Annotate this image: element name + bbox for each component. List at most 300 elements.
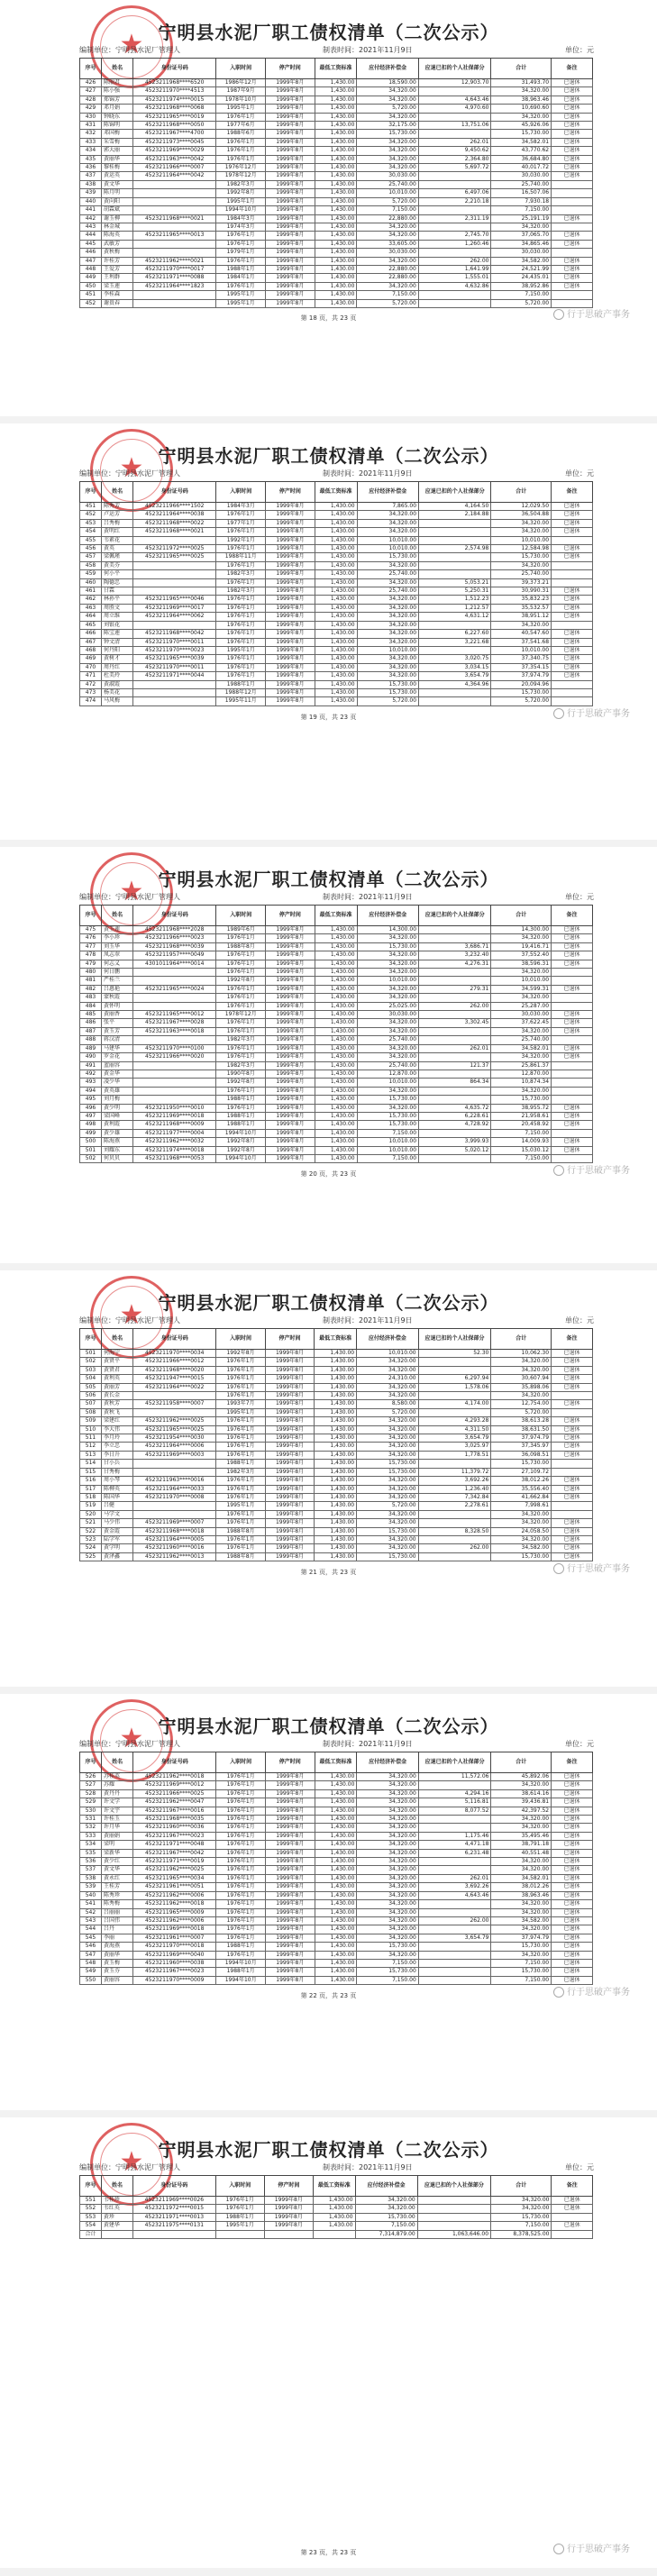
table-cell: 已退休 <box>552 282 593 290</box>
table-cell: 468 <box>80 646 102 654</box>
table-cell: 已退休 <box>552 164 593 172</box>
table-cell: 1976年1月 <box>216 1816 266 1824</box>
table-cell: 38,012.26 <box>491 1883 552 1891</box>
table-cell: 1988年1月 <box>216 1943 266 1951</box>
table-cell: 1999年8月 <box>266 105 315 113</box>
table-cell: 504 <box>80 1375 102 1383</box>
table-cell: 1,430.00 <box>315 545 357 553</box>
table-cell: 1,430.00 <box>315 1002 357 1010</box>
table-row <box>80 1096 593 1104</box>
table-cell: 1,430.00 <box>315 1510 357 1518</box>
table-cell: 1976年1月 <box>216 1383 265 1391</box>
table-cell: 已退休 <box>552 951 593 960</box>
table-cell: 4,631.12 <box>419 613 491 621</box>
table-cell: 1,430.00 <box>315 604 357 612</box>
table-cell: 1,430.00 <box>315 672 357 680</box>
table-cell: 吕健 <box>101 1502 132 1510</box>
table-cell: 已退休 <box>552 240 593 248</box>
table-cell: 24,435.01 <box>491 274 552 282</box>
table-cell: 20,458.92 <box>491 1121 552 1129</box>
table-cell: 1976年1月 <box>216 1087 266 1095</box>
table-cell <box>418 1858 491 1866</box>
table-cell: 34,320.00 <box>357 604 418 612</box>
table-cell: 钟文清 <box>101 638 132 646</box>
table-cell: 1976年1月 <box>216 1773 266 1781</box>
document-page <box>0 2117 657 2568</box>
table-cell: 34,320.00 <box>491 561 552 569</box>
table-cell: 1999年8月 <box>266 1044 315 1052</box>
table-cell: 1976年1月 <box>216 951 266 960</box>
table-cell: 458 <box>80 561 102 569</box>
table-cell <box>313 2230 355 2238</box>
table-cell: 4523211968****0021 <box>133 528 216 536</box>
table-cell: 551 <box>80 2197 102 2205</box>
table-cell <box>133 688 216 696</box>
table-cell <box>133 561 216 569</box>
compiler-unit: 编制单位：宁明县水泥厂管理人 <box>79 1316 180 1324</box>
table-row <box>80 1375 593 1383</box>
document-page <box>0 847 657 1270</box>
table-cell: 1976年1月 <box>216 1891 266 1899</box>
table-cell: 34,320.00 <box>357 223 418 231</box>
table-cell: 韦红英 <box>101 2205 132 2213</box>
table-cell: 黄长金 <box>101 1392 132 1400</box>
table-cell: 1,430.00 <box>315 1451 357 1459</box>
table-cell: 511 <box>80 1434 102 1443</box>
table-cell: 1978年10月 <box>216 96 266 104</box>
table-row <box>80 1154 593 1162</box>
table-cell: 4523211960****0036 <box>133 1824 216 1832</box>
table-cell: 已退休 <box>552 1375 593 1383</box>
table-cell: 1999年8月 <box>266 1968 315 1976</box>
star-icon: ★ <box>119 876 144 907</box>
table-cell: 已退休 <box>552 1773 593 1781</box>
total-row <box>80 2230 593 2238</box>
table-cell: 440 <box>80 197 102 205</box>
table-cell: 14,009.93 <box>491 1138 552 1146</box>
table-cell: 周小琴 <box>101 1477 132 1485</box>
table-cell <box>133 1392 216 1400</box>
table-cell: 5,720.00 <box>491 1408 552 1416</box>
table-cell: 已退休 <box>552 646 593 654</box>
table-cell: 27,109.72 <box>491 1468 552 1476</box>
table-cell: 34,320.00 <box>357 1366 418 1374</box>
table-cell: 4,643.46 <box>418 96 491 104</box>
table-cell: 36,098.51 <box>491 1451 552 1459</box>
table-cell: 5,720.00 <box>491 697 552 705</box>
table-cell: 16,507.06 <box>491 189 552 197</box>
table-cell: 4523211966****0025 <box>133 1789 216 1798</box>
table-cell: 罗金花 <box>101 1053 132 1061</box>
table-cell: 4523211962****0018 <box>133 1773 216 1781</box>
table-cell: 李大伟 <box>101 1425 132 1434</box>
table-cell: 31,493.70 <box>491 79 552 87</box>
table-cell: 1999年8月 <box>266 1061 315 1070</box>
table-row <box>80 1044 593 1052</box>
table-cell: 506 <box>80 1392 102 1400</box>
table-cell: 1,430.00 <box>315 528 357 536</box>
table-cell: 1,430.00 <box>315 1027 357 1035</box>
table-cell: 453 <box>80 519 102 527</box>
table-cell: 1999年8月 <box>266 969 315 977</box>
table-cell: 2,210.18 <box>418 197 491 205</box>
table-cell: 6,228.61 <box>419 1112 491 1120</box>
table-cell: 1976年1月 <box>216 638 266 646</box>
table-cell: 18,590.00 <box>357 79 418 87</box>
column-header: 停产时间 <box>266 906 315 926</box>
column-header: 身份证号码 <box>132 2176 215 2197</box>
table-cell: 1999年8月 <box>266 1773 315 1781</box>
table-cell <box>133 1079 216 1087</box>
table-cell: 4523211966****1502 <box>133 503 216 511</box>
table-cell: 34,320.00 <box>357 1104 418 1112</box>
table-cell: 4,276.31 <box>419 960 491 968</box>
table-cell: 25,287.00 <box>491 1002 552 1010</box>
table-cell <box>419 994 491 1002</box>
table-cell: 7,150.00 <box>357 1959 418 1967</box>
table-cell: 2,184.88 <box>419 511 491 519</box>
table-cell: 1976年1月 <box>216 1832 266 1840</box>
table-cell: 1999年8月 <box>266 1138 315 1146</box>
table-cell: 459 <box>80 570 102 578</box>
table-cell: 4523211957****0049 <box>133 951 216 960</box>
table-cell: 15,730.00 <box>357 130 418 138</box>
table-cell: 已退休 <box>552 1053 593 1061</box>
table-cell <box>133 1096 216 1104</box>
table-cell: 526 <box>80 1773 102 1781</box>
table-cell: 1989年6月 <box>216 926 266 934</box>
table-cell: 545 <box>80 1934 102 1942</box>
table-cell: 1999年8月 <box>265 1493 314 1501</box>
table-cell: 陈秀梅 <box>101 1900 132 1908</box>
table-cell: 34,320.00 <box>357 1383 418 1391</box>
table-cell: 4523211967****0023 <box>133 1832 216 1840</box>
table-cell: 4,311.50 <box>418 1425 491 1434</box>
table-row <box>80 1400 593 1408</box>
table-cell: 34,320.00 <box>357 1934 418 1942</box>
table-cell <box>133 206 216 214</box>
column-header: 身份证号码 <box>133 1752 216 1773</box>
table-cell: 24,058.50 <box>491 1527 552 1535</box>
claims-table <box>79 481 593 706</box>
table-row <box>80 1112 593 1120</box>
table-cell: 36,504.88 <box>491 511 552 519</box>
table-cell: 428 <box>80 96 102 104</box>
table-cell <box>552 249 593 257</box>
table-row <box>80 969 593 977</box>
table-cell: 1976年1月 <box>216 511 266 519</box>
table-cell: 533 <box>80 1832 102 1840</box>
table-cell: 马学文 <box>101 1510 132 1518</box>
table-cell: 1999年8月 <box>266 613 315 621</box>
table-cell: 34,320.00 <box>491 528 552 536</box>
table-cell: 黄少红 <box>101 1858 132 1866</box>
table-cell: 37,974.79 <box>491 1934 552 1942</box>
table-cell: 何贝贝 <box>101 1154 132 1162</box>
column-header: 应退已扣的个人社保部分 <box>418 1752 491 1773</box>
table-cell: 许月华 <box>101 1824 132 1832</box>
table-cell: 11,572.06 <box>418 1773 491 1781</box>
table-row <box>80 1358 593 1366</box>
column-header: 应退已扣的个人社保部分 <box>418 59 491 79</box>
table-cell: 1,430.00 <box>315 680 357 688</box>
table-cell: 刘耀东 <box>101 1146 132 1154</box>
column-header: 合计 <box>491 906 552 926</box>
table-cell: 37,541.68 <box>491 638 552 646</box>
claims-table <box>79 1328 593 1561</box>
table-cell <box>419 1070 491 1078</box>
table-cell: 7,865.00 <box>357 503 418 511</box>
table-cell: 30,607.94 <box>491 1375 552 1383</box>
table-cell: 34,582.00 <box>491 1916 552 1925</box>
table-cell: 534 <box>80 1841 102 1849</box>
table-cell: 4,364.96 <box>419 680 491 688</box>
table-cell: 1999年8月 <box>265 1350 314 1358</box>
table-cell: 430 <box>80 113 102 121</box>
table-cell: 38,596.31 <box>491 960 552 968</box>
table-cell: 1999年8月 <box>266 180 315 188</box>
table-cell: 1,430.00 <box>315 1832 357 1840</box>
table-cell: 已退休 <box>552 1807 593 1815</box>
table-cell <box>419 969 491 977</box>
table-cell: 4523211962****0018 <box>133 1900 216 1908</box>
table-cell: 536 <box>80 1858 102 1866</box>
table-cell: 4523211969****0018 <box>133 1112 216 1120</box>
table-cell: 1,430.00 <box>315 1841 357 1849</box>
table-cell: 36,684.80 <box>491 155 552 163</box>
table-cell: 34,320.00 <box>357 960 418 968</box>
table-cell: 1999年8月 <box>266 1146 315 1154</box>
table-cell: 21,958.61 <box>491 1112 552 1120</box>
table-row <box>80 180 593 188</box>
table-cell: 262.00 <box>419 1002 491 1010</box>
table-cell: 黄丽华 <box>101 1951 132 1959</box>
table-cell: 34,320.00 <box>357 1544 418 1552</box>
table-cell: 黄丹丹 <box>101 1789 132 1798</box>
table-cell: 已退休 <box>552 553 593 561</box>
table-cell: 1976年1月 <box>216 1477 265 1485</box>
table-cell: 15,730.00 <box>357 1121 418 1129</box>
table-cell: 7,998.61 <box>491 1502 552 1510</box>
table-cell: 1976年1月 <box>216 994 266 1002</box>
table-cell: 3,999.93 <box>419 1138 491 1146</box>
compiler-unit: 编制单位：宁明县水泥厂管理人 <box>79 46 180 54</box>
table-row <box>80 1417 593 1425</box>
table-cell: 537 <box>80 1866 102 1874</box>
table-cell: 1982年3月 <box>216 570 266 578</box>
table-cell: 34,320.00 <box>357 985 418 993</box>
table-cell: 1999年8月 <box>265 1383 314 1391</box>
table-cell: 苏桂英 <box>101 1773 132 1781</box>
table-cell: 1999年8月 <box>266 663 315 671</box>
table-cell: 34,320.00 <box>491 1358 552 1366</box>
table-cell: 22,880.00 <box>357 214 418 223</box>
table-cell: 1,430.00 <box>315 1417 357 1425</box>
table-cell: 34,320.00 <box>357 1773 418 1781</box>
table-cell: 1,578.06 <box>418 1383 491 1391</box>
table-cell: 3,654.79 <box>418 1934 491 1942</box>
claims-table <box>79 905 593 1163</box>
table-cell <box>552 621 593 629</box>
table-cell: 4,643.46 <box>418 1891 491 1899</box>
column-header: 停产时间 <box>266 482 315 503</box>
table-cell: 34,320.00 <box>357 1858 418 1866</box>
table-cell: 黄丽娟 <box>101 1832 132 1840</box>
table-cell <box>419 977 491 985</box>
table-cell <box>133 1002 216 1010</box>
table-cell: 1,430.00 <box>315 113 357 121</box>
table-cell: 38,952.86 <box>491 282 552 290</box>
table-row <box>80 2197 593 2205</box>
star-icon: ★ <box>119 1723 144 1754</box>
table-cell: 凌少华 <box>101 1079 132 1087</box>
table-cell: 1999年8月 <box>265 1477 314 1485</box>
table-cell: 已退休 <box>552 934 593 942</box>
table-cell: 262.00 <box>418 257 491 265</box>
table-cell: 508 <box>80 1408 102 1416</box>
table-cell: 1,430.00 <box>315 1154 357 1162</box>
column-header: 应退已扣的个人社保部分 <box>418 1329 491 1350</box>
table-header-row <box>80 906 593 926</box>
table-cell: 1999年8月 <box>266 1883 315 1891</box>
table-cell: 1976年1月 <box>216 1841 266 1849</box>
table-cell: 已退休 <box>552 587 593 596</box>
table-cell: 1999年8月 <box>266 621 315 629</box>
table-cell: 1976年1月 <box>216 1916 266 1925</box>
table-cell: 黄美芬 <box>101 561 132 569</box>
table-cell: 4523211968****2028 <box>133 926 216 934</box>
table-cell: 34,320.00 <box>357 282 418 290</box>
table-cell: 1999年8月 <box>266 553 315 561</box>
table-cell: 38,951.12 <box>491 613 552 621</box>
table-row <box>80 197 593 205</box>
table-cell: 481 <box>80 977 102 985</box>
table-header-row <box>80 1329 593 1350</box>
star-icon: ★ <box>119 2146 144 2178</box>
table-cell: 1976年1月 <box>216 1375 265 1383</box>
table-cell: 1976年1月 <box>216 1789 266 1798</box>
table-cell: 1,430.00 <box>315 1943 357 1951</box>
table-cell: 35,532.57 <box>491 604 552 612</box>
table-cell: 黄建华 <box>101 2222 132 2230</box>
table-cell: 1988年1月 <box>216 265 266 273</box>
table-row <box>80 1460 593 1468</box>
meta-row <box>79 1739 594 1752</box>
table-cell: 1,430.00 <box>315 1874 357 1882</box>
table-cell <box>419 561 491 569</box>
table-cell: 1,430.00 <box>315 1900 357 1908</box>
table-cell: 已退休 <box>552 1976 593 1984</box>
table-cell: 15,730.00 <box>491 1552 552 1561</box>
table-cell: 1999年8月 <box>265 1510 314 1518</box>
table-cell: 450 <box>80 282 102 290</box>
table-cell: 15,730.00 <box>357 1968 418 1976</box>
table-cell: 9,450.62 <box>418 147 491 155</box>
table-cell: 34,320.00 <box>491 2197 552 2205</box>
table-cell: 黄向阳 <box>101 197 132 205</box>
watermark <box>553 306 630 320</box>
table-cell <box>133 291 216 299</box>
table-cell: 12,754.00 <box>491 1400 552 1408</box>
table-cell: 1,430.00 <box>315 1891 357 1899</box>
table-cell: 445 <box>80 240 102 248</box>
table-cell: 22,880.00 <box>357 274 418 282</box>
table-cell: 538 <box>80 1874 102 1882</box>
table-row <box>80 274 593 282</box>
table-cell: 1,430.00 <box>315 1061 357 1070</box>
table-cell: 1,430.00 <box>315 1358 357 1366</box>
table-cell: 1,430.00 <box>313 2213 355 2221</box>
table-cell: 1999年8月 <box>266 189 315 197</box>
table-row <box>80 1951 593 1959</box>
table-cell: 45,892.06 <box>491 1773 552 1781</box>
table-cell <box>418 1824 491 1832</box>
table-cell: 34,320.00 <box>491 1866 552 1874</box>
table-cell: 黄文华 <box>101 180 132 188</box>
table-cell: 1999年8月 <box>266 1943 315 1951</box>
table-row <box>80 122 593 130</box>
table-cell: 485 <box>80 1011 102 1019</box>
page-number: 第 23 页，共 23 页 <box>300 2549 357 2556</box>
table-cell <box>552 994 593 1002</box>
table-cell <box>419 1087 491 1095</box>
table-row <box>80 130 593 138</box>
table-cell: 已退休 <box>552 232 593 240</box>
table-cell: 10,010.00 <box>357 977 418 985</box>
table-row <box>80 1434 593 1443</box>
table-cell: 吕秀梅 <box>101 519 132 527</box>
table-cell <box>418 1908 491 1916</box>
column-header: 备注 <box>552 1329 593 1350</box>
table-cell: 4523211966****0023 <box>133 934 216 942</box>
table-cell: 455 <box>80 536 102 544</box>
table-cell: 1976年1月 <box>216 1451 265 1459</box>
table-cell: 4523211965****0009 <box>133 1908 216 1916</box>
table-cell: 34,320.00 <box>357 1807 418 1815</box>
table-row <box>80 105 593 113</box>
table-cell: 524 <box>80 1544 102 1552</box>
table-cell: 1999年8月 <box>266 1976 315 1984</box>
table-cell: 已退休 <box>552 1951 593 1959</box>
table-cell: 1986年12月 <box>216 79 266 87</box>
table-cell: 4523211966****0012 <box>133 1358 216 1366</box>
table-row <box>80 2222 593 2230</box>
table-cell: 4,164.50 <box>419 503 491 511</box>
table-cell: 446 <box>80 249 102 257</box>
table-cell: 475 <box>80 926 102 934</box>
watermark <box>553 705 630 719</box>
column-header: 姓名 <box>101 482 132 503</box>
table-cell: 34,320.00 <box>357 1951 418 1959</box>
table-cell: 梁佩瑾 <box>101 553 132 561</box>
table-cell: 1,430.00 <box>315 1146 357 1154</box>
table-cell: 34,320.00 <box>357 1849 418 1857</box>
table-cell: 34,320.00 <box>357 511 418 519</box>
table-cell: 1976年1月 <box>216 1510 265 1518</box>
table-cell: 1976年1月 <box>216 1044 266 1052</box>
table-cell: 马少伟 <box>101 1519 132 1527</box>
table-cell: 6,497.06 <box>418 189 491 197</box>
table-cell: 5,020.12 <box>419 1146 491 1154</box>
table-cell: 433 <box>80 138 102 146</box>
table-cell: 487 <box>80 1027 102 1035</box>
table-cell: 10,010.00 <box>491 977 552 985</box>
table-cell: 1999年8月 <box>265 1519 314 1527</box>
table-cell: 已退休 <box>552 2197 593 2205</box>
table-cell: 34,320.00 <box>491 994 552 1002</box>
table-cell: 1,430.00 <box>315 249 357 257</box>
table-cell: 1,430.00 <box>315 1883 357 1891</box>
